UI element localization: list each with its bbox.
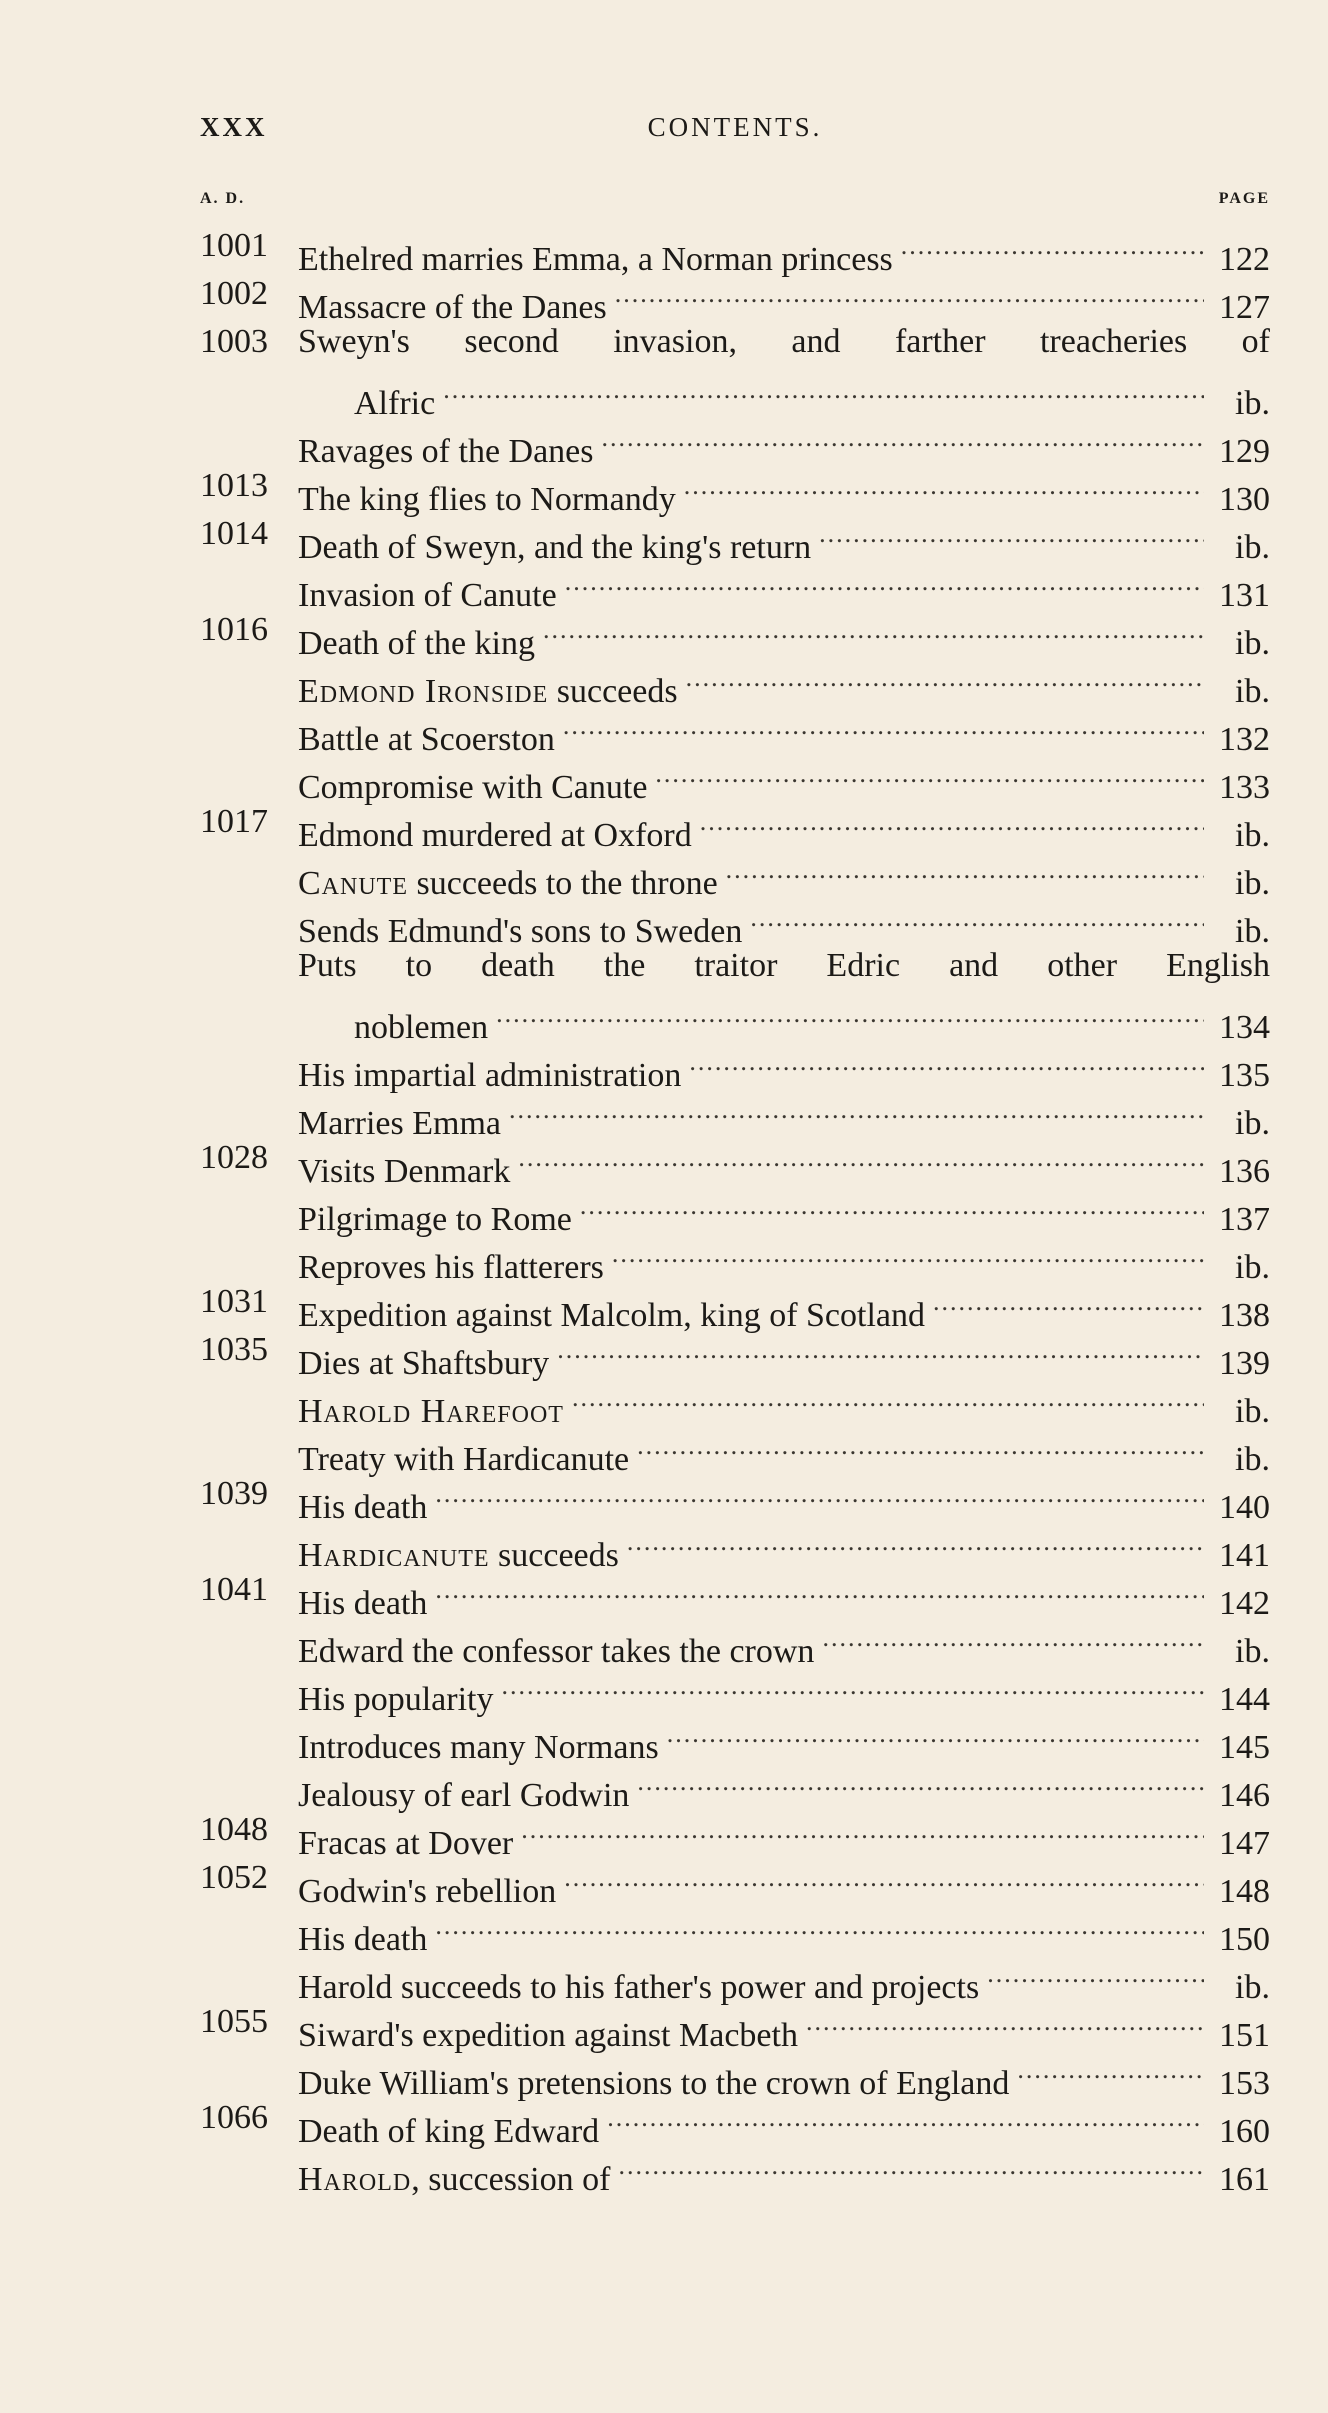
dot-leader (933, 1278, 1204, 1326)
entry-page-number: 127 (1219, 289, 1270, 326)
contents-entry (200, 318, 1270, 422)
entry-page-number: ib. (1235, 865, 1270, 902)
page-title: CONTENTS. (647, 112, 823, 142)
dot-leader (627, 1518, 1204, 1566)
entry-leader-line (298, 1422, 1270, 1478)
dot-leader (580, 1182, 1204, 1230)
entry-leader-line (298, 1998, 1270, 2054)
entry-leader-line (298, 702, 1270, 758)
entry-year: 1017 (200, 803, 268, 840)
entry-leader-line (298, 798, 1270, 854)
entry-title: Sweyn's second invasion, and farther treacheries of (298, 323, 1270, 360)
entry-year: 1003 (200, 323, 268, 360)
entry-leader-line (298, 1374, 1270, 1430)
dot-leader (700, 798, 1204, 846)
entry-body (298, 1182, 1270, 1238)
entry-leader-line (298, 654, 1270, 710)
entry-title-text: Pilgrimage to Rome (298, 1201, 572, 1238)
contents-entry (200, 1710, 1270, 1766)
entry-title-text: Death of Sweyn, and the king's return (298, 529, 812, 566)
entry-body (298, 1374, 1270, 1430)
entry-title-text: Jealousy of earl Godwin (298, 1777, 630, 1814)
entry-title-text: Visits Denmark (298, 1153, 511, 1190)
entry-leader-line (298, 1086, 1270, 1142)
entry-title-text: succeeds (548, 673, 678, 710)
entry-leader-line (298, 750, 1270, 806)
entry-body (298, 1038, 1270, 1094)
dot-leader (557, 1326, 1204, 1374)
dot-leader (563, 702, 1204, 750)
entry-page-number: 132 (1219, 721, 1270, 758)
entry-year: 1048 (200, 1811, 268, 1848)
entry-page-number: 141 (1219, 1537, 1270, 1574)
dot-leader (637, 1422, 1204, 1470)
contents-entry (200, 1326, 1270, 1382)
entry-body (298, 1998, 1270, 2054)
dot-leader (686, 654, 1204, 702)
entry-title-text: Compromise with Canute (298, 769, 648, 806)
running-head (200, 112, 1270, 152)
dot-leader (618, 2142, 1204, 2190)
entry-body (298, 1086, 1270, 1142)
entry-year: 1055 (200, 2003, 268, 2040)
sovereign-name: Harold Harefoot (298, 1393, 564, 1430)
entry-title-text: Ethelred marries Emma, a Norman princess (298, 241, 893, 278)
contents-entry (200, 1566, 1270, 1622)
entry-title-text: Battle at Scoerston (298, 721, 555, 758)
entry-title-text: His death (298, 1921, 428, 1958)
entry-page-number: 146 (1219, 1777, 1270, 1814)
entry-leader-line (298, 462, 1270, 518)
sovereign-name: Edmond Ironside (298, 673, 549, 710)
entry-leader-line (298, 1518, 1270, 1574)
year-column-heading: A. D. (200, 190, 246, 207)
entry-page-number: 160 (1219, 2113, 1270, 2150)
entry-page-number: ib. (1235, 1441, 1270, 1478)
entry-page-number: ib. (1235, 1969, 1270, 2006)
entry-page-number: 144 (1219, 1681, 1270, 1718)
dot-leader (443, 366, 1204, 414)
entry-page-number: ib. (1235, 1393, 1270, 1430)
entry-leader-line (298, 894, 1270, 950)
entry-title-text: Sends Edmund's sons to Sweden (298, 913, 743, 950)
entry-year: 1066 (200, 2099, 268, 2136)
entry-body (298, 222, 1270, 278)
entry-body (298, 1950, 1270, 2006)
entry-page-number: 129 (1219, 433, 1270, 470)
dot-leader (750, 894, 1204, 942)
entry-title-text: Ravages of the Danes (298, 433, 594, 470)
entry-title-text: succeeds to the throne (408, 865, 718, 902)
contents-entry (200, 1278, 1270, 1334)
entry-leader-line (298, 1470, 1270, 1526)
entry-year: 1041 (200, 1571, 268, 1608)
contents-entry (200, 1518, 1270, 1574)
dot-leader (521, 1806, 1204, 1854)
contents-entry (200, 1758, 1270, 1814)
entry-page-number: 130 (1219, 481, 1270, 518)
entry-leader-line (298, 2142, 1270, 2198)
entry-body (298, 462, 1270, 518)
entry-body (298, 2046, 1270, 2102)
contents-entry (200, 1998, 1270, 2054)
entry-title-text: His death (298, 1585, 428, 1622)
entry-leader-line (298, 1038, 1270, 1094)
entry-page-number: 122 (1219, 241, 1270, 278)
entry-year: 1001 (200, 227, 268, 264)
entry-leader-line (298, 1662, 1270, 1718)
entry-body (298, 1134, 1270, 1190)
sovereign-name: Harold (298, 2161, 412, 2198)
entry-page-number: 136 (1219, 1153, 1270, 1190)
contents-entry (200, 846, 1270, 902)
entry-body (298, 1662, 1270, 1718)
entry-body (298, 1230, 1270, 1286)
sovereign-name: Hardicanute (298, 1537, 490, 1574)
entry-page-number: ib. (1235, 529, 1270, 566)
entry-title-text: Death of king Edward (298, 2113, 600, 2150)
dot-leader (689, 1038, 1204, 1086)
dot-leader (501, 1662, 1204, 1710)
entry-leader-line (298, 1902, 1270, 1958)
entry-leader-line (298, 846, 1270, 902)
entry-title-text: Godwin's rebellion (298, 1873, 557, 1910)
entry-page-number: ib. (1235, 817, 1270, 854)
dot-leader (655, 750, 1204, 798)
entry-body (298, 894, 1270, 950)
entry-body (298, 1566, 1270, 1622)
entry-year: 1028 (200, 1139, 268, 1176)
entry-year: 1052 (200, 1859, 268, 1896)
entry-leader-line (298, 2094, 1270, 2150)
entry-year: 1035 (200, 1331, 268, 1368)
contents-entry (200, 222, 1270, 278)
entry-title-text: Siward's expedition against Macbeth (298, 2017, 798, 2054)
entry-title-text: Dies at Shaftsbury (298, 1345, 550, 1382)
dot-leader (987, 1950, 1204, 1998)
entry-title-text: Massacre of the Danes (298, 289, 607, 326)
dot-leader (435, 1566, 1204, 1614)
entry-body (298, 1278, 1270, 1334)
entry-page-number: ib. (1235, 625, 1270, 662)
contents-entry (200, 1662, 1270, 1718)
entry-title-text: His death (298, 1489, 428, 1526)
entry-title (298, 2156, 610, 2204)
entry-page-number: ib. (1235, 385, 1270, 422)
entry-body (298, 942, 1270, 1046)
entry-title: Puts to death the traitor Edric and other English (298, 947, 1270, 984)
entry-body (298, 702, 1270, 758)
entry-leader-line (298, 1230, 1270, 1286)
entry-body (298, 270, 1270, 326)
entry-year: 1013 (200, 467, 268, 504)
entry-page-number: 148 (1219, 1873, 1270, 1910)
entry-page-number: 142 (1219, 1585, 1270, 1622)
dot-leader (435, 1902, 1204, 1950)
entry-body (298, 1422, 1270, 1478)
contents-entry (200, 1902, 1270, 1958)
contents-entry (200, 414, 1270, 470)
entry-leader-line (298, 2046, 1270, 2102)
entry-title-text: , succession of (411, 2161, 611, 2198)
entry-body (298, 1614, 1270, 1670)
contents-entry (200, 2046, 1270, 2102)
contents-entry (200, 702, 1270, 758)
entry-title-text: Harold succeeds to his father's power and projects (298, 1969, 980, 2006)
entry-body (298, 1902, 1270, 1958)
entry-year: 1016 (200, 611, 268, 648)
entry-title-text: Treaty with Hardicanute (298, 1441, 630, 1478)
entry-leader-line (298, 990, 1270, 1046)
dot-leader (435, 1470, 1204, 1518)
entry-leader-line (298, 510, 1270, 566)
entry-body (298, 1326, 1270, 1382)
entry-leader-line (298, 270, 1270, 326)
entry-title-text: succeeds (489, 1537, 619, 1574)
entry-title-continuation: noblemen (354, 1009, 489, 1046)
entry-title-text: Edmond murdered at Oxford (298, 817, 692, 854)
entry-body (298, 414, 1270, 470)
entry-page-number: ib. (1235, 1105, 1270, 1142)
entry-leader-line (298, 606, 1270, 662)
dot-leader (572, 1374, 1204, 1422)
contents-entry (200, 462, 1270, 518)
entry-page-number: 133 (1219, 769, 1270, 806)
contents-entry (200, 510, 1270, 566)
entry-page-number: 135 (1219, 1057, 1270, 1094)
dot-leader (564, 1854, 1204, 1902)
entry-leader-line (298, 1326, 1270, 1382)
contents-entry (200, 1038, 1270, 1094)
entry-year: 1031 (200, 1283, 268, 1320)
entry-title-text: Expedition against Malcolm, king of Scotland (298, 1297, 926, 1334)
contents-entry (200, 798, 1270, 854)
entry-leader-line (298, 1854, 1270, 1910)
contents-entry (200, 1422, 1270, 1478)
contents-entry (200, 1230, 1270, 1286)
entry-body (298, 558, 1270, 614)
entry-title-text: Death of the king (298, 625, 535, 662)
entry-page-number: ib. (1235, 1249, 1270, 1286)
entry-body (298, 798, 1270, 854)
entry-body (298, 510, 1270, 566)
entry-title-text: Reproves his flatterers (298, 1249, 604, 1286)
column-headings (200, 190, 1270, 214)
entry-page-number: 138 (1219, 1297, 1270, 1334)
entry-title-text: Duke William's pretensions to the crown of England (298, 2065, 1010, 2102)
dot-leader (509, 1086, 1204, 1134)
entry-page-number: 137 (1219, 1201, 1270, 1238)
entry-body (298, 1758, 1270, 1814)
entry-year: 1039 (200, 1475, 268, 1512)
contents-entry (200, 2142, 1270, 2198)
dot-leader (684, 462, 1204, 510)
entry-leader-line (298, 1278, 1270, 1334)
entry-page-number: 131 (1219, 577, 1270, 614)
entry-leader-line (298, 1134, 1270, 1190)
contents-entry (200, 1182, 1270, 1238)
entry-page-number: 150 (1219, 1921, 1270, 1958)
page-column-heading: PAGE (1218, 190, 1270, 207)
entry-leader-line (298, 1710, 1270, 1766)
entry-body (298, 750, 1270, 806)
contents-entry (200, 1614, 1270, 1670)
entry-page-number: 140 (1219, 1489, 1270, 1526)
entry-leader-line (298, 1566, 1270, 1622)
contents-entry (200, 270, 1270, 326)
entry-leader-line (298, 1182, 1270, 1238)
contents-entry (200, 1086, 1270, 1142)
dot-leader (543, 606, 1204, 654)
entry-page-number: ib. (1235, 1633, 1270, 1670)
contents-entry (200, 2094, 1270, 2150)
entry-page-number: ib. (1235, 913, 1270, 950)
entry-title-text: His impartial administration (298, 1057, 682, 1094)
contents-entry (200, 942, 1270, 1046)
entry-body (298, 2094, 1270, 2150)
entry-title-text: Introduces many Normans (298, 1729, 659, 1766)
entry-page-number: ib. (1235, 673, 1270, 710)
entry-body (298, 1470, 1270, 1526)
entry-body (298, 318, 1270, 422)
entry-page-number: 161 (1219, 2161, 1270, 2198)
sovereign-name: Canute (298, 865, 408, 902)
contents-entry (200, 654, 1270, 710)
entry-title-text: Edward the confessor takes the crown (298, 1633, 815, 1670)
entry-body (298, 1710, 1270, 1766)
entry-title-text: Marries Emma (298, 1105, 501, 1142)
entry-body (298, 606, 1270, 662)
contents-entry (200, 1134, 1270, 1190)
contents-entry (200, 1470, 1270, 1526)
dot-leader (901, 222, 1204, 270)
entry-leader-line (298, 558, 1270, 614)
dot-leader (637, 1758, 1204, 1806)
entry-page-number: 139 (1219, 1345, 1270, 1382)
entry-title-continuation: Alfric (354, 385, 436, 422)
contents-entry (200, 1950, 1270, 2006)
dot-leader (496, 990, 1204, 1038)
dot-leader (615, 270, 1204, 318)
contents-entry (200, 606, 1270, 662)
entry-page-number: 151 (1219, 2017, 1270, 2054)
dot-leader (612, 1230, 1204, 1278)
dot-leader (565, 558, 1204, 606)
dot-leader (806, 1998, 1204, 2046)
contents-list (200, 222, 1270, 2198)
dot-leader (667, 1710, 1204, 1758)
entry-leader-line (298, 1758, 1270, 1814)
entry-page-number: 134 (1219, 1009, 1270, 1046)
entry-body (298, 1806, 1270, 1862)
dot-leader (518, 1134, 1204, 1182)
dot-leader (726, 846, 1204, 894)
entry-body (298, 2142, 1270, 2198)
dot-leader (822, 1614, 1204, 1662)
entry-year: 1002 (200, 275, 268, 312)
entry-page-number: 147 (1219, 1825, 1270, 1862)
entry-year: 1014 (200, 515, 268, 552)
contents-entry (200, 750, 1270, 806)
entry-title-text: Fracas at Dover (298, 1825, 514, 1862)
entry-title-text: The king flies to Normandy (298, 481, 676, 518)
contents-entry (200, 558, 1270, 614)
entry-page-number: 145 (1219, 1729, 1270, 1766)
contents-entry (200, 894, 1270, 950)
entry-leader-line (298, 414, 1270, 470)
entry-page-number: 153 (1219, 2065, 1270, 2102)
dot-leader (602, 414, 1204, 462)
contents-entry (200, 1374, 1270, 1430)
entry-body (298, 654, 1270, 710)
page-folio: XXX (200, 112, 268, 142)
contents-entry (200, 1854, 1270, 1910)
entry-leader-line (298, 1614, 1270, 1670)
entry-leader-line (298, 1950, 1270, 2006)
entry-body (298, 1518, 1270, 1574)
entry-title-text: Invasion of Canute (298, 577, 557, 614)
contents-entry (200, 1806, 1270, 1862)
dot-leader (607, 2094, 1204, 2142)
entry-leader-line (298, 222, 1270, 278)
entry-body (298, 846, 1270, 902)
entry-leader-line (298, 366, 1270, 422)
dot-leader (1017, 2046, 1204, 2094)
dot-leader (819, 510, 1204, 558)
entry-leader-line (298, 1806, 1270, 1862)
entry-body (298, 1854, 1270, 1910)
entry-title-text: His popularity (298, 1681, 494, 1718)
